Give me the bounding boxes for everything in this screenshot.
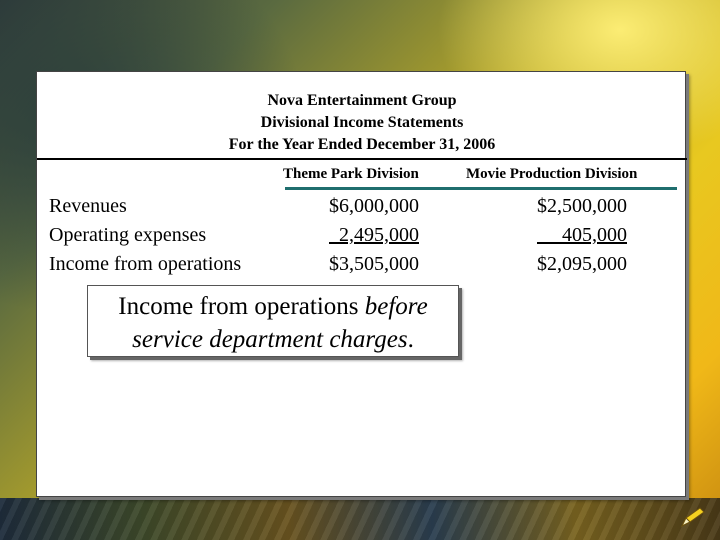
table-row-operating-expenses [37,224,687,252]
callout-line-1 [88,290,458,323]
row-label: Operating expenses [49,224,207,246]
heading-divider [37,158,687,160]
table-row-income-from-operations [37,253,687,281]
statement-heading [37,90,687,156]
theme-park-value: $6,000,000 [329,195,419,217]
column-header-underline [285,187,677,190]
theme-park-value: 2,495,000 [329,224,419,246]
callout-text: Income from operations [118,293,365,320]
callout-line-2 [88,323,458,356]
movie-production-value: $2,095,000 [537,253,627,275]
income-statement-panel [36,71,686,497]
callout-emphasis: before [364,293,428,320]
movie-production-value: $2,500,000 [537,195,627,217]
table-row-revenues [37,195,687,223]
callout-emphasis: service department charges [132,326,408,353]
row-label: Income from operations [49,253,242,275]
statement-period: For the Year Ended December 31, 2006 [228,136,496,153]
movie-production-value: 405,000 [537,224,627,246]
pencil-icon [680,506,706,528]
callout-period: . [407,326,414,353]
statement-title: Divisional Income Statements [260,114,464,131]
company-name: Nova Entertainment Group [267,92,457,109]
column-header-theme-park: Theme Park Division [283,166,419,182]
row-label: Revenues [49,195,127,217]
column-header-movie-production: Movie Production Division [466,166,638,182]
theme-park-value: $3,505,000 [329,253,419,275]
callout-note [87,285,459,357]
decorative-footer-band [0,498,720,540]
